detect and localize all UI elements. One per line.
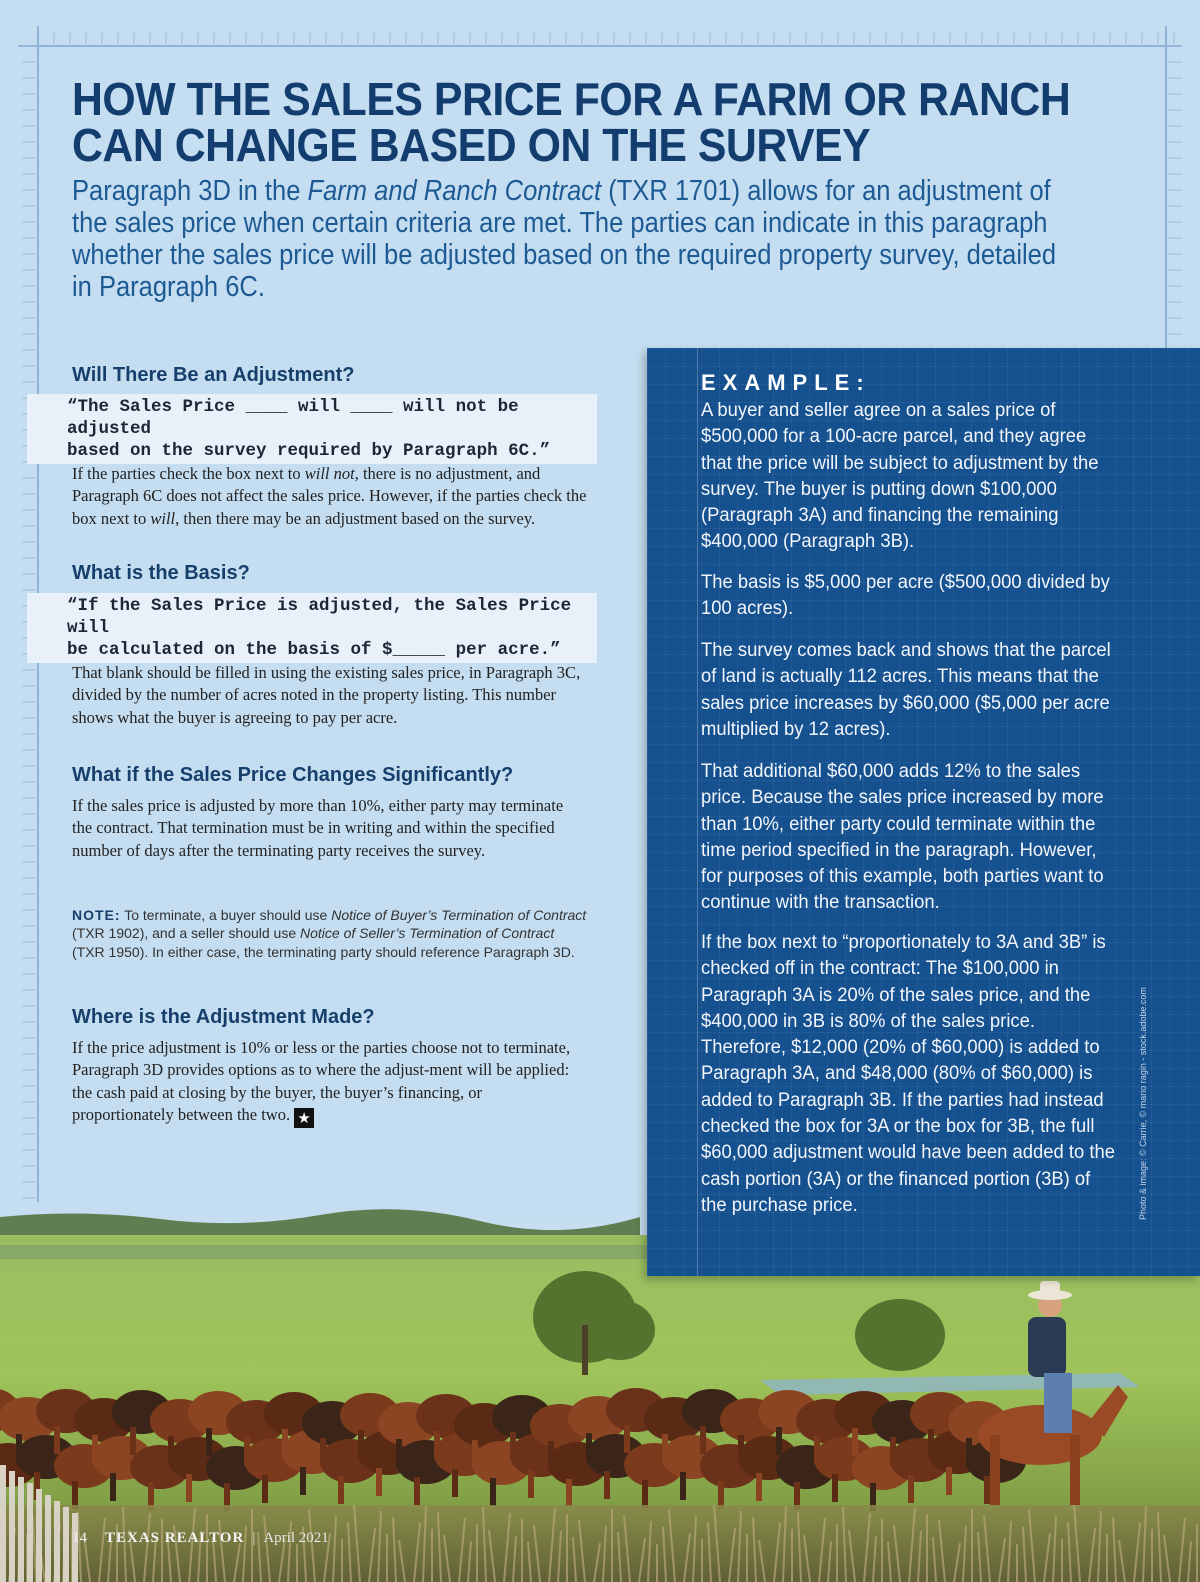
photo-credit: Photo & image: © Carrie, © mario ragin - stock.adobe.com (1138, 987, 1148, 1220)
example-paragraph-4: That additional $60,000 adds 12% to the sales price. Because the sales price increased by more than 10%, either party could terminate within the time period specified in the paragraph. However, for purposes of this example, both parties want to continue with the transaction. (701, 761, 1104, 914)
page-footer (72, 1530, 329, 1547)
quote-basis-line-1: “If the Sales Price is adjusted, the Sales Price will (67, 596, 572, 638)
star-icon: ★ (294, 1108, 314, 1128)
body-where (72, 1037, 587, 1128)
quote-basis-line-2: be calculated on the basis of $_____ per acre.” (67, 640, 561, 660)
headline-line-1: HOW THE SALES PRICE FOR A FARM OR RANCH (72, 73, 1071, 125)
heading-adjustment: Will There Be an Adjustment? (72, 364, 355, 386)
heading-basis: What is the Basis? (72, 562, 250, 584)
body-adjustment-italic-2: will (150, 508, 176, 528)
body-adjustment-text-1: If the parties check the box next to (72, 464, 305, 483)
quote-adjustment (27, 394, 597, 464)
body-where-text: If the price adjustment is 10% or less or the parties choose not to terminate, Paragraph 3D provides options as to where the adjust-ment will be applied: the cash paid at closing by the buyer, the buyer’s financing, or proportionately between the two. (72, 1038, 571, 1124)
footer-separator: | (252, 1530, 256, 1546)
ruler-top-decoration (18, 26, 1182, 48)
body-changes: If the sales price is adjusted by more than 10%, either party may terminate the contract. That termination must be in writing and within the specified number of days after the terminating party receives the survey. (72, 796, 564, 860)
quote-adjustment-line-2: based on the survey required by Paragraph 6C.” (67, 441, 551, 461)
example-title: EXAMPLE: (701, 370, 871, 395)
intro-text-1: Paragraph 3D in the (72, 175, 308, 207)
note-form-seller: Notice of Seller’s Termination of Contract (300, 925, 555, 942)
note-text-1: To terminate, a buyer should use (120, 907, 332, 923)
note-label: NOTE: (72, 907, 121, 923)
intro-paragraph (72, 175, 1075, 303)
body-adjustment (72, 463, 587, 530)
example-panel (647, 348, 1200, 1276)
ruler-right-decoration (1164, 26, 1190, 356)
example-paragraph-5: If the box next to “proportionately to 3A and 3B” is checked off in the contract: The $100,000 in Paragraph 3A is 20% of the sales price, and the $400,000 in 3B is 80% of the sales price. Therefore, $12,000 (20% of $60,000) is added to Paragraph 3A, and $48,000 (80% of $60,000) is added to Paragraph 3B. If the parties had instead checked the box for 3A or the box for 3B, the full $60,000 adjustment would have been added to the cash portion (3A) or the financed portion (3B) of the purchase price. (701, 932, 1115, 1216)
note-form-buyer: Notice of Buyer’s Termination of Contract (331, 907, 587, 923)
publication-name: TEXAS REALTOR (105, 1530, 245, 1546)
heading-changes: What if the Sales Price Changes Significantly? (72, 764, 514, 786)
headline-line-2: CAN CHANGE BASED ON THE SURVEY (72, 119, 871, 171)
example-paragraph-2: The basis is $5,000 per acre ($500,000 divided by 100 acres). (701, 572, 1110, 620)
note-text-3: (TXR 1950). In either case, the terminating party should reference Paragraph 3D. (72, 943, 575, 960)
quote-basis (27, 593, 597, 663)
intro-text-2: (TXR 1701) allows for an adjustment of the sales price when certain criteria are met. The parties can indicate in this paragraph whether the sales price will be adjusted based on the required property survey, detailed in Paragraph 6C. (72, 175, 1057, 303)
note-text-2: (TXR 1902), and a seller should use (72, 925, 301, 942)
body-adjustment-text-2: , there is no adjustment, and Paragraph 6C does not affect the sales price. However, if the parties check the box next to (72, 464, 587, 528)
page-number: 14 (72, 1530, 87, 1546)
heading-where: Where is the Adjustment Made? (72, 1006, 375, 1028)
body-adjustment-text-3: , then there may be an adjustment based on the survey. (175, 508, 536, 528)
body-adjustment-italic-1: will not (304, 464, 355, 483)
quote-adjustment-line-1: “The Sales Price ____ will ____ will not be adjusted (67, 397, 519, 439)
body-basis: That blank should be filled in using the existing sales price, in Paragraph 3C, divided by the number of acres noted in the property listing. This number shows what the buyer is agreeing to pay per acre. (72, 663, 581, 727)
note-termination (72, 906, 587, 961)
intro-contract-name: Farm and Ranch Contract (307, 175, 602, 207)
example-paragraph-1: A buyer and seller agree on a sales price of $500,000 for a 100-acre parcel, and they agree that the price will be subject to adjustment by the survey. The buyer is putting down $100,000 (Paragraph 3A) and financing the remaining $400,000 (Paragraph 3B). (701, 400, 1099, 553)
issue-date: April 2021 (263, 1530, 329, 1546)
page-headline (72, 73, 1076, 171)
example-paragraph-3: The survey comes back and shows that the parcel of land is actually 112 acres. This means that the sales price increases by $60,000 ($5,000 per acre multiplied by 12 acres). (701, 640, 1111, 740)
